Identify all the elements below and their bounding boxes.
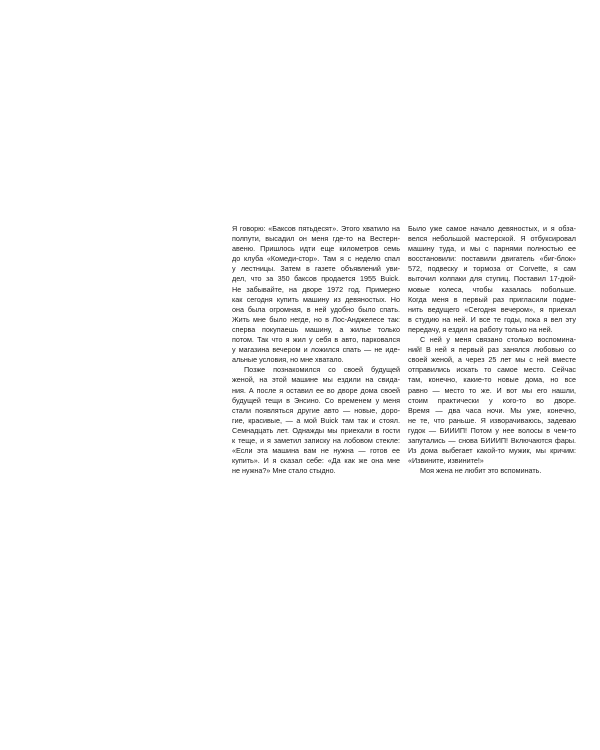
text-line: будущей тещи в Энсино. Со временем у меня — [232, 395, 400, 405]
text-line: Когда меня в первый раз пригласили подме- — [408, 294, 576, 304]
text-line: Не забывайте, на дворе 1972 год. Примерно — [232, 284, 400, 294]
text-line: ний! В ней я первый раз занялся любовью со — [408, 345, 576, 355]
text-line: Моя жена не любит это вспоминать. — [420, 466, 542, 476]
text-line: мовые колеса, чтобы казалась побольше. — [408, 284, 576, 294]
text-line: она была огромная, в ней удобно было спать. — [232, 304, 400, 314]
text-paragraph — [408, 335, 576, 466]
text-line: ния. А после я оставил ее во дворе дома своей — [232, 385, 400, 395]
text-line: сперва покупаешь машину, а жилье только — [232, 324, 400, 334]
text-line: купить». И я сказал себе: «Да как же она мне — [232, 456, 400, 466]
text-line: не нужна?» Мне стало стыдно. — [232, 466, 336, 476]
text-line: Семнадцать лет. Однажды мы приехали в гости — [232, 425, 400, 435]
text-line: выточил колпаки для ступиц. Поставил 17-дюй- — [408, 274, 576, 284]
text-line: женой, на этой машине мы ездили на свида- — [232, 375, 400, 385]
text-line: Позже познакомился со своей будущей — [244, 365, 400, 375]
text-line: гие, красивые, — а мой Buick там так и стоял. — [232, 415, 400, 425]
text-line: стали появляться другие авто — новые, доро- — [232, 405, 400, 415]
text-line: альные условия, но мне хватало. — [232, 355, 344, 365]
text-line: отправились искать то самое место. Сейчас — [408, 365, 576, 375]
right-text-column — [408, 224, 576, 476]
text-line: своей женой, а через 25 лет мы с ней вместе — [408, 355, 576, 365]
text-line: С ней у меня связано столько воспомина- — [420, 335, 576, 345]
text-line: Время — два часа ночи. Мы уже, конечно, — [408, 405, 576, 415]
text-line: «Если эта машина вам не нужна — готов ее — [232, 446, 400, 456]
text-paragraph — [232, 224, 400, 365]
text-line: нить ведущего «Сегодня вечером», я приехал — [408, 304, 576, 314]
text-line: как сегодня купить машину из девяностых. Но — [232, 294, 400, 304]
text-paragraph — [232, 365, 400, 476]
text-line: «Извините, извините!» — [408, 456, 484, 466]
text-line: авеню. Пришлось идти еще километров семь — [232, 244, 400, 254]
text-line: запутались — снова БИИИП! Включаются фары. — [408, 435, 576, 445]
text-line: у лестницы. Затем в газете объявлений уви- — [232, 264, 400, 274]
text-line: Было уже самое начало девяностых, и я обза- — [408, 224, 576, 233]
text-line: к теще, и я заметил записку на лобовом стекле: — [232, 435, 400, 445]
text-paragraph — [408, 224, 576, 335]
text-line: не те, что раньше. Я изворачиваюсь, задеваю — [408, 415, 576, 425]
text-paragraph — [408, 466, 576, 476]
left-text-column — [232, 224, 400, 476]
text-line: полпути, высадил он меня где-то на Вестерн- — [232, 234, 400, 244]
text-line: Жить мне было негде, но в Лос-Анджелесе так: — [232, 314, 400, 324]
text-line: передачу, я ездил на работу только на ней. — [408, 324, 553, 334]
text-line: равно — место то же. И вот мы его нашли, — [408, 385, 576, 395]
text-line: Я говорю: «Баксов пятьдесят». Этого хватило на — [232, 224, 400, 233]
text-line: до клуба «Комеди-стор». Там я с неделю спал — [232, 254, 400, 264]
text-line: Из дома выбегает какой-то мужик, мы кричим: — [408, 446, 576, 456]
text-line: 572, подвеску и тормоза от Corvette, я сам — [408, 264, 576, 274]
text-line: потом. Так что я жил у себя в авто, парковался — [232, 335, 400, 345]
text-line: дел, что за 350 баксов продается 1955 Buick. — [232, 274, 400, 284]
text-line: гудок — БИИИП! Потом у нее волосы в чем-то — [408, 425, 576, 435]
text-line: восстановили: поставили двигатель «биг-блок» — [408, 254, 576, 264]
text-line: стоим практически у кого-то во дворе. — [408, 395, 576, 405]
text-line: машину туда, и мы с парнями полностью ее — [408, 244, 576, 254]
text-line: у магазина вечером и ложился спать — не иде- — [232, 345, 400, 355]
text-line: в студию на ней. И все те годы, пока я вел эту — [408, 314, 576, 324]
text-line: велся небольшой мастерской. Я отбуксировал — [408, 234, 576, 244]
text-line: там, конечно, какие-то новые дома, но все — [408, 375, 576, 385]
